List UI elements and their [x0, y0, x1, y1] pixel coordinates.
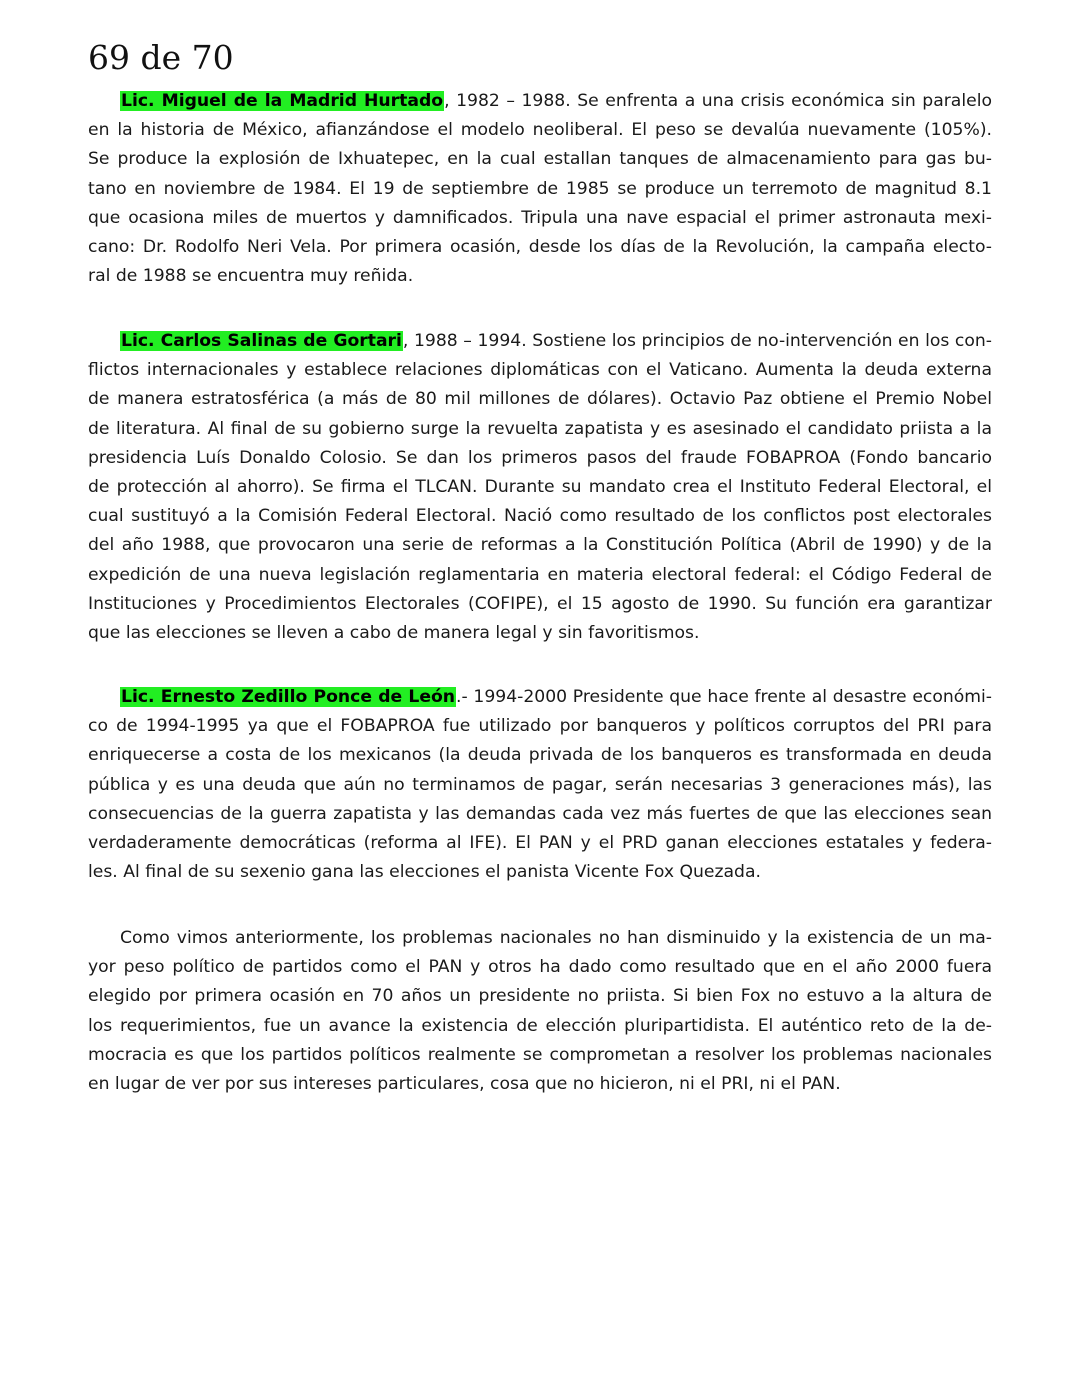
- line-text: yor peso político de partidos como el PAN y otros ha dado como resultado que en el año 2000 fuera: [88, 957, 992, 978]
- text-line: [88, 262, 992, 291]
- line-text: tano en noviembre de 1984. El 19 de septiembre de 1985 se produce un terremoto de magnitud 8.1: [88, 178, 992, 199]
- text-line: [88, 619, 992, 648]
- line-text: que ocasiona miles de muertos y damnificados. Tripula una nave espacial el primer astronauta mexi-: [88, 207, 992, 228]
- line-text: pública y es una deuda que aún no terminamos de pagar, serán necesarias 3 generaciones más), las: [88, 774, 992, 795]
- line-text: de manera estratosférica (a más de 80 mil millones de dólares). Octavio Paz obtiene el Premio Nobel: [88, 389, 992, 410]
- line-text: enriquecerse a costa de los mexicanos (la deuda privada de los banqueros es transformada en deuda: [88, 745, 992, 766]
- text-line: [88, 356, 992, 385]
- line-text: los requerimientos, fue un avance la existencia de elección pluripartidista. El auténtico reto de la de-: [88, 1015, 992, 1036]
- text-line: [88, 924, 992, 953]
- text-line: [88, 800, 992, 829]
- line-text: les. Al final de su sexenio gana las elecciones el panista Vicente Fox Quezada.: [88, 862, 761, 883]
- line-text: consecuencias de la guerra zapatista y las demandas cada vez más fuertes de que las elecciones sean: [88, 803, 992, 824]
- highlighted-president-name: Lic. Miguel de la Madrid Hurtado: [121, 91, 444, 111]
- line-text: presidencia Luís Donaldo Colosio. Se dan los primeros pasos del fraude FOBAPROA (Fondo bancario: [88, 447, 992, 468]
- text-line: [88, 953, 992, 982]
- text-line: [88, 1041, 992, 1070]
- line-text: cual sustituyó a la Comisión Federal Electoral. Nació como resultado de los conflictos post electorales: [88, 506, 992, 527]
- text-line: [88, 683, 992, 712]
- paragraph-de-la-madrid: [88, 87, 992, 291]
- text-line: [88, 327, 992, 356]
- line-text: de protección al ahorro). Se firma el TLCAN. Durante su mandato crea el Instituto Federal Electoral, el: [88, 476, 992, 497]
- line-text: Como vimos anteriormente, los problemas nacionales no han disminuido y la existencia de un ma-: [120, 928, 992, 948]
- text-line: [88, 829, 992, 858]
- paragraph-conclusion: [88, 924, 992, 1099]
- text-line: [88, 233, 992, 262]
- line-text: cano: Dr. Rodolfo Neri Vela. Por primera ocasión, desde los días de la Revolución, la campaña electo-: [88, 236, 992, 257]
- text-line: [88, 175, 992, 204]
- line-text: expedición de una nueva legislación reglamentaria en materia electoral federal: el Código Federal de: [88, 564, 992, 585]
- line-text: del año 1988, que provocaron una serie de reformas a la Constitución Política (Abril de 1990) y de la: [88, 535, 992, 556]
- text-line: [88, 590, 992, 619]
- line-text: flictos internacionales y establece relaciones diplomáticas con el Vaticano. Aumenta la deuda externa: [88, 360, 992, 381]
- line-text: , 1988 – 1994. Sostiene los principios de no-intervención en los con-: [402, 331, 992, 351]
- text-line: [88, 473, 992, 502]
- text-line: [88, 982, 992, 1011]
- line-text: ral de 1988 se encuentra muy reñida.: [88, 266, 414, 287]
- paragraph-salinas: [88, 327, 992, 648]
- text-line: [88, 1070, 992, 1099]
- line-text: , 1982 – 1988. Se enfrenta a una crisis económica sin paralelo: [444, 91, 992, 111]
- text-line: [88, 116, 992, 145]
- text-line: [88, 771, 992, 800]
- text-line: [88, 858, 992, 887]
- text-line: [88, 385, 992, 414]
- paragraph-zedillo: [88, 683, 992, 887]
- highlighted-president-name: Lic. Carlos Salinas de Gortari: [121, 331, 402, 351]
- line-text: Instituciones y Procedimientos Electorales (COFIPE), el 15 agosto de 1990. Su función era garantizar: [88, 593, 992, 614]
- line-text: co de 1994-1995 ya que el FOBAPROA fue utilizado por banqueros y políticos corruptos del PRI para: [88, 716, 992, 737]
- text-line: [88, 502, 992, 531]
- line-text: elegido por primera ocasión en 70 años un presidente no priista. Si bien Fox no estuvo a la altura de: [88, 986, 992, 1007]
- text-line: [88, 87, 992, 116]
- text-line: [88, 531, 992, 560]
- page-number: 69 de 70: [88, 38, 234, 77]
- line-text: en lugar de ver por sus intereses particulares, cosa que no hicieron, ni el PRI, ni el PAN.: [88, 1073, 841, 1094]
- text-line: [88, 415, 992, 444]
- text-line: [88, 1012, 992, 1041]
- line-text: verdaderamente democráticas (reforma al IFE). El PAN y el PRD ganan elecciones estatales y federa-: [88, 832, 992, 853]
- highlighted-president-name: Lic. Ernesto Zedillo Ponce de León: [121, 687, 456, 707]
- line-text: de literatura. Al final de su gobierno surge la revuelta zapatista y es asesinado el candidato priista a la: [88, 418, 992, 439]
- text-line: [88, 145, 992, 174]
- line-text: mocracia es que los partidos políticos realmente se comprometan a resolver los problemas nacionales: [88, 1044, 992, 1065]
- text-line: [88, 444, 992, 473]
- text-line: [88, 204, 992, 233]
- line-text: que las elecciones se lleven a cabo de manera legal y sin favoritismos.: [88, 622, 700, 643]
- line-text: .- 1994-2000 Presidente que hace frente al desastre económi-: [456, 687, 992, 707]
- text-line: [88, 561, 992, 590]
- line-text: Se produce la explosión de Ixhuatepec, en la cual estallan tanques de almacenamiento para gas bu-: [88, 149, 992, 170]
- text-line: [88, 741, 992, 770]
- line-text: en la historia de México, afianzándose el modelo neoliberal. El peso se devalúa nuevamente (105%).: [88, 120, 992, 141]
- text-line: [88, 712, 992, 741]
